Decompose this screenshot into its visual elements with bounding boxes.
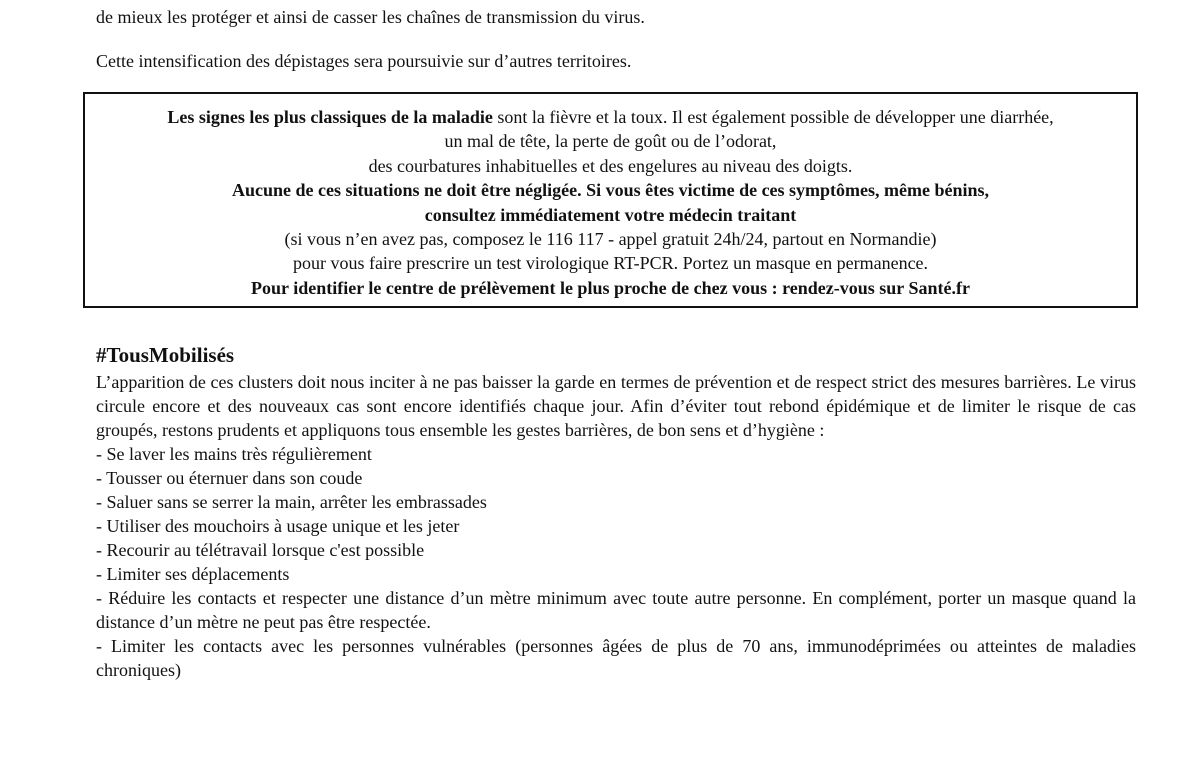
tous-mobilises-section [96, 342, 1136, 682]
section-paragraph: L’apparition de ces clusters doit nous inciter à ne pas baisser la garde en termes de prévention et de respect strict des mesures barrières. Le virus circule encore et des nouveaux cas sont encore identifiés chaque jour. Afin d’éviter tout rebond épidémique et de limiter le risque de cas groupés, restons prudents et appliquons tous ensemble les gestes barrières, de bon sens et d’hygiène : [96, 372, 1136, 440]
box-line-8: Pour identifier le centre de prélèvement le plus proche de chez vous : rendez-vous sur Santé.fr [251, 277, 970, 298]
box-line-1-bold: Les signes les plus classiques de la maladie [167, 107, 493, 127]
list-item: - Limiter ses déplacements [96, 564, 290, 584]
intro-line-territories: Cette intensification des dépistages sera poursuivie sur d’autres territoires. [96, 51, 632, 71]
list-item: - Réduire les contacts et respecter une distance d’un mètre minimum avec toute autre personne. En complément, porter un masque quand la distance d’un mètre ne peut pas être respectée. [96, 588, 1136, 632]
box-line-1 [85, 105, 1136, 129]
barrier-gestures-list [96, 442, 1136, 682]
box-line-5: consultez immédiatement votre médecin traitant [424, 204, 797, 225]
list-item: - Tousser ou éternuer dans son coude [96, 468, 363, 488]
box-line-1-rest: sont la fièvre et la toux. Il est également possible de développer une diarrhée, [492, 107, 1054, 127]
list-item: - Limiter les contacts avec les personnes vulnérables (personnes âgées de plus de 70 ans, immunodéprimées ou atteintes de maladies chroniques) [96, 636, 1136, 680]
section-heading: #TousMobilisés [96, 343, 235, 367]
box-line-7: pour vous faire prescrire un test virologique RT-PCR. Portez un masque en permanence. [292, 253, 929, 274]
box-line-6: (si vous n’en avez pas, composez le 116 117 - appel gratuit 24h/24, partout en Normandie) [284, 229, 937, 250]
list-item: - Se laver les mains très régulièrement [96, 444, 372, 464]
box-line-3: des courbatures inhabituelles et des engelures au niveau des doigts. [368, 155, 853, 176]
list-item: - Saluer sans se serrer la main, arrêter les embrassades [96, 492, 487, 512]
box-line-4: Aucune de ces situations ne doit être négligée. Si vous êtes victime de ces symptômes, même bénins, [231, 180, 990, 201]
list-item: - Utiliser des mouchoirs à usage unique et les jeter [96, 516, 460, 536]
box-line-2: un mal de tête, la perte de goût ou de l’odorat, [444, 131, 777, 152]
list-item: - Recourir au télétravail lorsque c'est possible [96, 540, 425, 560]
symptoms-info-box [83, 92, 1138, 308]
intro-line-transmission: de mieux les protéger et ainsi de casser les chaînes de transmission du virus. [96, 7, 645, 27]
